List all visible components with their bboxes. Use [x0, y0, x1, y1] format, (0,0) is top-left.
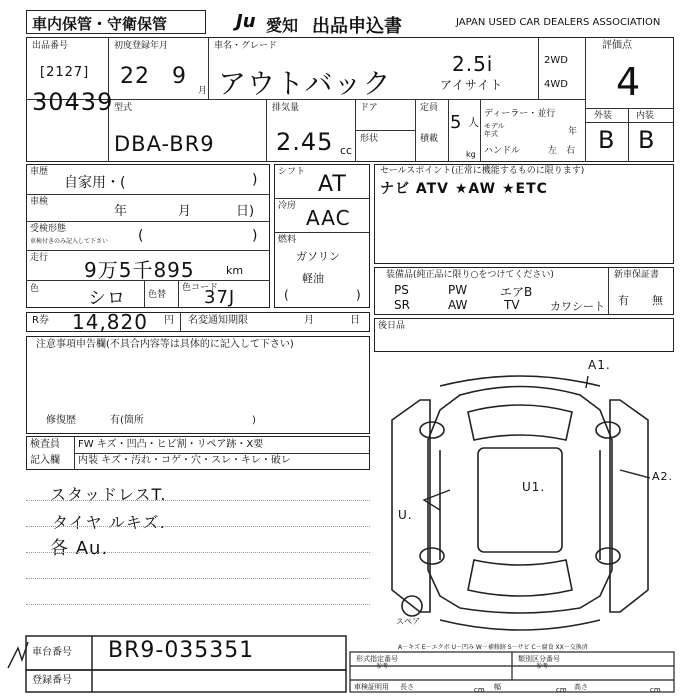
warranty-none: 無	[652, 294, 663, 307]
shift-label: シフト	[278, 167, 306, 177]
color-value: シロ	[88, 288, 126, 309]
name-change-day: 日	[350, 315, 360, 326]
equipment-aw: AW	[448, 298, 468, 312]
door-label: ドア	[360, 103, 378, 113]
receive-open: (	[138, 228, 144, 244]
evaluation-score: 4	[616, 60, 642, 104]
repair-history-label: 修復歴	[46, 415, 76, 426]
grade-line1: 2.5i	[452, 52, 494, 76]
inspector-row1: FW キズ・凹凸・ヒビ割・リペア跡・X要	[78, 439, 264, 450]
aircon-value: AAC	[306, 206, 351, 230]
drive-2wd: 2WD	[544, 55, 568, 66]
back-items-label: 後日品	[378, 321, 406, 331]
repair-history-value: 有(箇所	[110, 415, 144, 426]
damage-mark-u: U.	[398, 508, 413, 522]
r-ticket-label: R券	[32, 315, 49, 326]
name-change-label: 名変通知期限	[188, 315, 248, 326]
new-car-warranty-label: 新車保証書	[614, 270, 660, 280]
r-ticket-unit: 円	[164, 315, 174, 326]
handle-right: 右	[566, 146, 576, 156]
drive-4wd: 4WD	[544, 79, 568, 90]
receive-close: )	[252, 228, 258, 244]
handwritten-note-3: 各 Au.	[50, 538, 109, 559]
name-change-month: 月	[304, 315, 314, 326]
grade-line2: アイサイト	[440, 78, 504, 92]
registration-number-label: 登録番号	[32, 675, 72, 686]
repair-history-close: )	[252, 415, 256, 426]
equipment-leather-seat: カワシート	[550, 300, 605, 313]
cert-height: 高さ	[574, 683, 588, 691]
dealer-label: ディーラー・並行	[484, 109, 556, 119]
equipment-airbag: エアB	[500, 285, 533, 299]
damage-mark-a1: A1.	[588, 358, 611, 372]
damage-mark-a2: A2.	[652, 470, 674, 483]
ju-logo: Ju	[236, 11, 256, 32]
color-code-label: 色コード	[182, 283, 219, 293]
model-year-label: モデル 年式	[484, 122, 505, 138]
receive-label: 受検形態	[30, 224, 67, 234]
r-ticket-value: 14,820	[72, 310, 148, 334]
displacement-value: 2.45	[276, 128, 334, 156]
registration-label: 初度登録年月	[114, 41, 169, 51]
fuel-label: 燃料	[278, 235, 297, 245]
receive-sub: 車検付きのみ記入して下さい	[30, 238, 109, 245]
fuel-gasoline: ガソリン	[296, 250, 340, 263]
evaluation-label: 評価点	[602, 40, 632, 51]
equipment-pw: PW	[448, 283, 468, 297]
cert-length: 長さ	[400, 683, 414, 691]
cert-length-unit: cm	[474, 686, 485, 694]
fuel-diesel: 軽油	[302, 272, 324, 285]
inspector-label1: 検査員	[30, 439, 60, 450]
notes-label: 注意事項申告欄(不具合内容等は具体的に記入して下さい)	[36, 339, 294, 350]
capacity-label: 定員	[420, 103, 439, 113]
cert-check-label: 車検証明用	[354, 683, 389, 691]
cert-height-unit: cm	[650, 686, 661, 694]
color-change-label: 色替	[148, 290, 167, 300]
color-label: 色	[30, 284, 40, 294]
registration-year: 22	[120, 64, 150, 89]
displacement-label: 排気量	[272, 103, 300, 113]
handle-label: ハンドル	[484, 146, 521, 156]
chassis-number: BR9-035351	[108, 638, 255, 663]
model-year-unit: 年	[568, 127, 578, 137]
displacement-unit: cc	[340, 144, 353, 157]
lot-number: 30439	[32, 88, 114, 116]
aircon-label: 冷房	[278, 201, 297, 211]
inspection-label: 車検	[30, 197, 49, 207]
interior-label: 内装	[636, 111, 655, 121]
cert-label-1: 形式指定番号	[356, 655, 398, 663]
inspection-day: 日)	[236, 204, 255, 219]
inspection-month: 月	[178, 204, 192, 219]
inspector-row2: 内装 キズ・汚れ・コゲ・穴・スレ・キレ・破レ	[78, 455, 291, 466]
equipment-sr: SR	[394, 298, 410, 312]
cert-width-unit: cm	[556, 686, 567, 694]
handwritten-note-2: タイヤ ルキズ.	[52, 513, 166, 532]
history-value: 自家用・(	[64, 175, 126, 191]
cert-width: 幅	[494, 683, 501, 691]
equipment-label: 装備品(純正品に限り○をつけてください)	[386, 270, 554, 280]
load-label: 積載	[420, 134, 439, 144]
shift-value: AT	[318, 172, 347, 197]
storage-stamp: 車内保管・守衛保管	[32, 15, 168, 33]
equipment-ps: PS	[394, 283, 409, 297]
history-label: 車歴	[30, 167, 49, 177]
lot-label: 出品番号	[32, 41, 69, 51]
mileage-label: 走行	[30, 253, 49, 263]
exterior-grade: B	[598, 126, 616, 154]
inspector-label2: 記入欄	[30, 455, 60, 466]
registration-month-unit: 月	[198, 86, 208, 96]
damage-mark-u1: U1.	[522, 480, 546, 494]
registration-month: 9	[172, 64, 187, 89]
inspection-year: 年	[114, 204, 128, 219]
model-name-label: 車名・グレード	[214, 41, 278, 51]
warranty-has: 有	[618, 294, 629, 307]
spare-label: スペア	[396, 617, 420, 626]
type-value: DBA-BR9	[114, 132, 215, 156]
fuel-other-close: )	[356, 288, 361, 302]
association-name: JAPAN USED CAR DEALERS ASSOCIATION	[456, 17, 661, 28]
cert-label-2: 類別区分番号	[518, 655, 560, 663]
interior-grade: B	[638, 126, 656, 154]
color-code: 37J	[204, 287, 236, 308]
load-unit: kg	[466, 150, 476, 159]
logo-text: 愛知	[266, 16, 299, 35]
history-close: )	[252, 172, 258, 188]
damage-legend: A－キズ E－エクボ U－凹み W－補修跡 S－サビ C－腐食 XX－交換済	[398, 644, 588, 651]
model-name: アウトバック	[218, 67, 392, 100]
cert-ref-2: 参考	[536, 663, 549, 670]
mileage-value: 9万5千895	[84, 258, 195, 282]
mileage-unit: km	[226, 264, 244, 277]
lot-sub-number: [2127]	[40, 65, 90, 80]
fuel-other-open: (	[284, 288, 289, 302]
handle-left: 左	[548, 146, 558, 156]
chassis-label: 車台番号	[32, 647, 72, 658]
capacity-unit: 人	[468, 116, 479, 129]
type-label: 型式	[114, 103, 133, 113]
form-title: 出品申込書	[312, 16, 402, 37]
cert-ref-1: 参考	[376, 663, 389, 670]
shape-label: 形状	[360, 134, 379, 144]
selling-points-value: ナビ ATV ★AW ★ETC	[380, 181, 548, 197]
equipment-tv: TV	[504, 298, 520, 312]
handwritten-note-1: スタッドレスT.	[50, 485, 167, 504]
capacity-value: 5	[450, 112, 463, 133]
exterior-label: 外装	[594, 111, 613, 121]
selling-points-label: セールスポイント(正常に機能するものに限ります)	[380, 166, 585, 176]
